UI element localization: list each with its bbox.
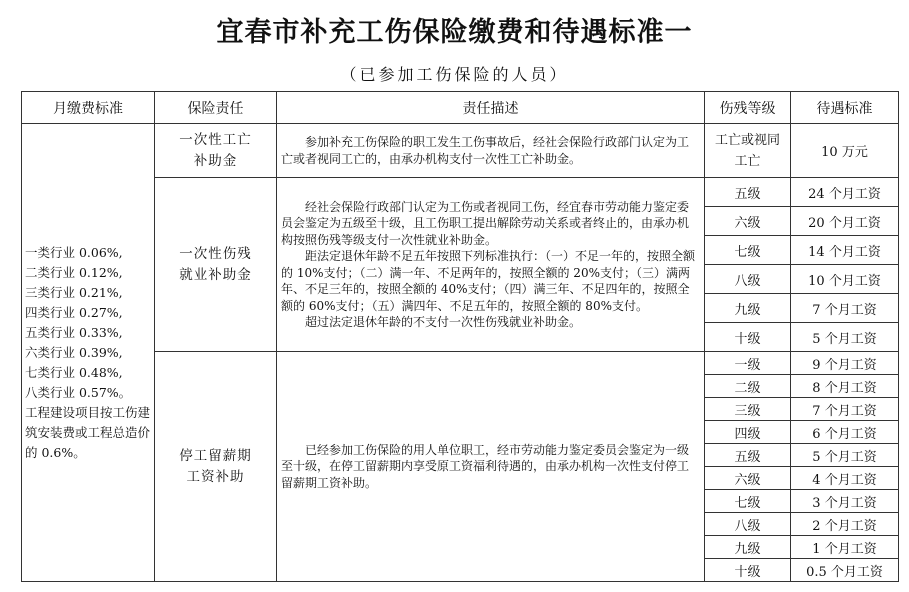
description-employment-subsidy (277, 178, 705, 352)
level-cell: 三级 (705, 398, 791, 421)
benefit-cell: 3 个月工资 (791, 490, 899, 513)
document-title: 宜春市补充工伤保险缴费和待遇标准一 (216, 17, 693, 48)
level-cell: 六级 (705, 207, 791, 236)
header-disability-level: 伤残等级 (705, 92, 791, 124)
responsibility-wage-subsidy: 停工留薪期工资补助 (155, 352, 277, 582)
responsibility-employment-subsidy: 一次性伤残就业补助金 (155, 178, 277, 352)
level-cell: 五级 (705, 444, 791, 467)
level-cell: 八级 (705, 265, 791, 294)
header-fee-standard: 月缴费标准 (22, 92, 155, 124)
benefit-cell: 1 个月工资 (791, 536, 899, 559)
header-row (22, 92, 899, 124)
level-cell: 八级 (705, 513, 791, 536)
fee-line: 工程建设项目按工伤建筑安装费或工程总造价的 0.6%。 (25, 404, 151, 460)
fee-line: 三类行业 0.21%, (25, 284, 123, 300)
header-description: 责任描述 (277, 92, 705, 124)
level-cell: 七级 (705, 236, 791, 265)
benefit-cell: 7 个月工资 (791, 398, 899, 421)
fee-line: 八类行业 0.57%。 (25, 384, 132, 400)
benefit-cell: 4 个月工资 (791, 467, 899, 490)
level-cell: 二级 (705, 375, 791, 398)
benefit-cell: 10 万元 (791, 124, 899, 178)
fee-line: 四类行业 0.27%, (25, 304, 123, 320)
responsibility-death-subsidy: 一次性工亡补助金 (155, 124, 277, 178)
benefit-cell: 2 个月工资 (791, 513, 899, 536)
level-cell: 九级 (705, 294, 791, 323)
benefit-cell: 8 个月工资 (791, 375, 899, 398)
header-benefit-standard: 待遇标准 (791, 92, 899, 124)
level-cell: 一级 (705, 352, 791, 375)
description-wage-subsidy (277, 352, 705, 582)
benefit-cell: 10 个月工资 (791, 265, 899, 294)
document-subtitle: （已参加工伤保险的人员） (340, 65, 569, 84)
description-paragraph: 已经参加工伤保险的用人单位职工，经市劳动能力鉴定委员会鉴定为一级至十级，在停工留薪期内享受原工资福利待遇的，由承办机构一次性支付停工留薪期工资补助。 (281, 442, 690, 490)
fee-line: 五类行业 0.33%, (25, 324, 123, 340)
fee-line: 一类行业 0.06%, (25, 244, 123, 260)
level-cell: 九级 (705, 536, 791, 559)
benefit-cell: 20 个月工资 (791, 207, 899, 236)
level-cell: 十级 (705, 323, 791, 352)
level-cell: 十级 (705, 559, 791, 582)
description-paragraph: 距法定退休年龄不足五年按照下列标准执行：（一）不足一年的，按照全额的 10%支付；（二）满一年、不足两年的，按照全额的 20%支付；（三）满两年、不足三年的，按照全额的 40%支付；（四）满三年、不足四年的，按照全额的 60%支付；（五）满四年、不足五年的，按照全额的 80%支付。 (281, 249, 696, 313)
description-paragraph: 经社会保险行政部门认定为工伤或者视同工伤，经宜春市劳动能力鉴定委员会鉴定为五级至十级，且工伤职工提出解除劳动关系或者终止的，由承办机构按照伤残等级支付一次性就业补助金。 (281, 199, 690, 247)
fee-line: 二类行业 0.12%, (25, 264, 123, 280)
benefit-cell: 5 个月工资 (791, 444, 899, 467)
description-paragraph: 超过法定退休年龄的不支付一次性伤残就业补助金。 (305, 315, 582, 329)
benefit-cell: 7 个月工资 (791, 294, 899, 323)
level-cell: 工亡或视同工亡 (705, 124, 791, 178)
benefit-cell: 0.5 个月工资 (791, 559, 899, 582)
benefit-cell: 24 个月工资 (791, 178, 899, 207)
benefit-table (21, 91, 899, 582)
level-cell: 七级 (705, 490, 791, 513)
header-responsibility: 保险责任 (155, 92, 277, 124)
benefit-cell: 5 个月工资 (791, 323, 899, 352)
benefit-cell: 6 个月工资 (791, 421, 899, 444)
benefit-cell: 14 个月工资 (791, 236, 899, 265)
description-paragraph: 参加补充工伤保险的职工发生工伤事故后，经社会保险行政部门认定为工亡或者视同工亡的，由承办机构支付一次性工亡补助金。 (281, 135, 690, 166)
fee-standard-cell (22, 124, 155, 582)
level-cell: 四级 (705, 421, 791, 444)
level-cell: 六级 (705, 467, 791, 490)
fee-line: 七类行业 0.48%, (25, 364, 123, 380)
fee-line: 六类行业 0.39%, (25, 344, 123, 360)
level-cell: 五级 (705, 178, 791, 207)
benefit-cell: 9 个月工资 (791, 352, 899, 375)
table-row (22, 124, 899, 178)
description-death-subsidy (277, 124, 705, 178)
